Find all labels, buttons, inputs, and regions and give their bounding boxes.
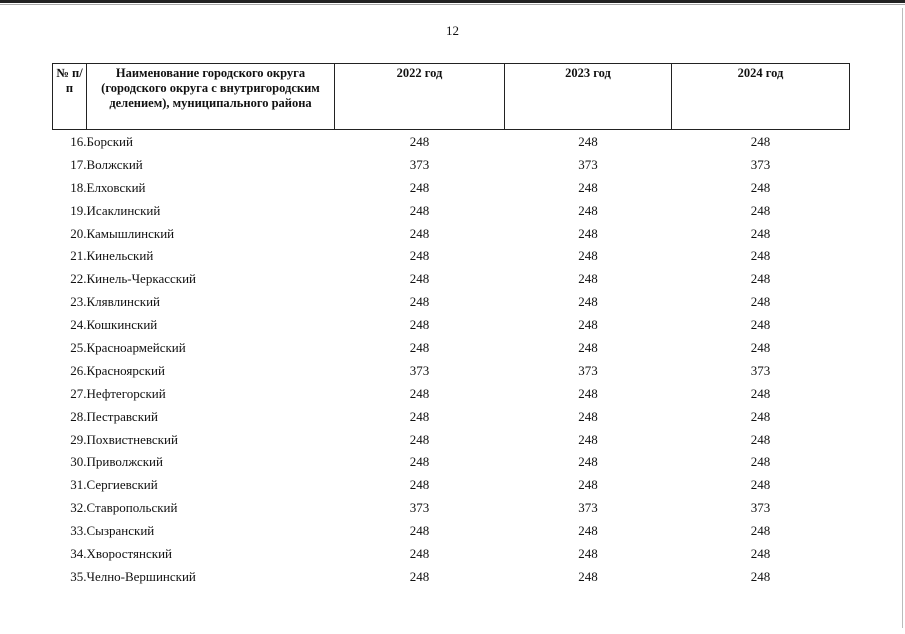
header-2024: 2024 год	[672, 64, 850, 130]
scan-edge-top-shadow	[0, 4, 905, 5]
value-2022: 248	[409, 385, 430, 401]
value-2022: 248	[409, 523, 430, 539]
value-2023: 248	[578, 133, 598, 149]
value-2023: 248	[578, 248, 598, 264]
value-2023: 248	[578, 385, 598, 401]
value-2022: 373	[409, 156, 430, 172]
value-2024: 248	[750, 454, 771, 470]
row-name: Сызранский	[86, 523, 155, 539]
header-num: № п/п	[53, 64, 87, 130]
value-2024: 248	[750, 408, 771, 424]
table-row	[53, 405, 850, 428]
table-row	[53, 130, 850, 153]
value-2022: 248	[409, 225, 430, 241]
row-name: Похвистневский	[86, 431, 178, 447]
value-2024: 373	[750, 362, 771, 378]
table-row	[53, 565, 850, 588]
row-name: Хворостянский	[86, 545, 172, 561]
row-name: Кошкинский	[86, 317, 158, 333]
table-row	[53, 428, 850, 451]
row-number: 20.	[70, 225, 87, 241]
row-number: 26.	[70, 362, 87, 378]
scan-edge-right	[902, 8, 903, 628]
value-2023: 373	[578, 500, 598, 516]
row-number: 18.	[70, 179, 87, 195]
value-2024: 248	[750, 568, 771, 584]
value-2023: 248	[578, 179, 598, 195]
row-number: 34.	[70, 545, 87, 561]
row-number: 32.	[70, 500, 87, 516]
value-2022: 248	[409, 454, 430, 470]
value-2023: 373	[578, 156, 598, 172]
table-row	[53, 336, 850, 359]
row-name: Нефтегорский	[86, 385, 166, 401]
value-2024: 248	[750, 385, 771, 401]
table-row	[53, 450, 850, 473]
row-number: 27.	[70, 385, 87, 401]
header-name: Наименование городского округа (городского округа с внутригородским делением), муниципального района	[87, 64, 335, 130]
value-2022: 248	[409, 248, 430, 264]
value-2022: 248	[409, 339, 430, 355]
value-2022: 373	[409, 500, 430, 516]
value-2022: 248	[409, 294, 430, 310]
value-2024: 373	[750, 156, 771, 172]
row-name: Пестравский	[86, 408, 158, 424]
value-2024: 248	[750, 133, 771, 149]
value-2024: 248	[750, 248, 771, 264]
row-name: Челно-Вершинский	[86, 568, 196, 584]
row-name: Сергиевский	[86, 477, 158, 493]
value-2022: 248	[409, 133, 430, 149]
value-2023: 248	[578, 545, 598, 561]
row-name: Волжский	[86, 156, 143, 172]
table-row	[53, 496, 850, 519]
table-row	[53, 473, 850, 496]
table-row	[53, 153, 850, 176]
table-row	[53, 176, 850, 199]
table-body	[53, 130, 850, 588]
value-2024: 248	[750, 523, 771, 539]
value-2022: 248	[409, 568, 430, 584]
table-row	[53, 359, 850, 382]
row-name: Борский	[86, 133, 133, 149]
row-number: 33.	[70, 523, 87, 539]
row-number: 28.	[70, 408, 87, 424]
value-2022: 373	[409, 362, 430, 378]
value-2023: 248	[578, 294, 598, 310]
value-2024: 248	[750, 477, 771, 493]
value-2022: 248	[409, 477, 430, 493]
table-row	[53, 222, 850, 245]
value-2024: 373	[750, 500, 771, 516]
page-number: 12	[446, 23, 459, 38]
value-2022: 248	[409, 545, 430, 561]
value-2024: 248	[750, 431, 771, 447]
header-2022: 2022 год	[335, 64, 505, 130]
row-number: 30.	[70, 454, 87, 470]
value-2022: 248	[409, 408, 430, 424]
row-name: Исаклинский	[86, 202, 161, 218]
value-2024: 248	[750, 271, 771, 287]
table-row	[53, 267, 850, 290]
value-2022: 248	[409, 202, 430, 218]
value-2022: 248	[409, 271, 430, 287]
row-name: Ставропольский	[86, 500, 178, 516]
value-2024: 248	[750, 202, 771, 218]
value-2023: 248	[578, 317, 598, 333]
row-name: Елховский	[86, 179, 146, 195]
value-2024: 248	[750, 339, 771, 355]
table-row	[53, 519, 850, 542]
value-2024: 248	[750, 179, 771, 195]
row-name: Красноармейский	[86, 339, 186, 355]
value-2023: 373	[578, 362, 598, 378]
data-table	[52, 63, 850, 588]
row-number: 22.	[70, 271, 87, 287]
row-number: 24.	[70, 317, 87, 333]
value-2023: 248	[578, 271, 598, 287]
value-2024: 248	[750, 545, 771, 561]
table-row	[53, 313, 850, 336]
row-number: 21.	[70, 248, 87, 264]
value-2022: 248	[409, 431, 430, 447]
row-name: Приволжский	[86, 454, 163, 470]
value-2023: 248	[578, 477, 598, 493]
row-name: Кинель-Черкасский	[86, 271, 196, 287]
value-2023: 248	[578, 568, 598, 584]
table-row	[53, 382, 850, 405]
value-2023: 248	[578, 431, 598, 447]
table-row	[53, 290, 850, 313]
header-2023: 2023 год	[505, 64, 672, 130]
row-number: 35.	[70, 568, 87, 584]
table-row	[53, 542, 850, 565]
scan-edge-top	[0, 0, 905, 3]
row-number: 31.	[70, 477, 87, 493]
value-2023: 248	[578, 225, 598, 241]
value-2024: 248	[750, 294, 771, 310]
value-2023: 248	[578, 523, 598, 539]
row-number: 17.	[70, 156, 87, 172]
value-2024: 248	[750, 317, 771, 333]
table-row	[53, 199, 850, 222]
row-number: 23.	[70, 294, 87, 310]
table-header-row	[53, 64, 850, 130]
row-name: Красноярский	[86, 362, 165, 378]
value-2024: 248	[750, 225, 771, 241]
value-2022: 248	[409, 179, 430, 195]
value-2023: 248	[578, 454, 598, 470]
value-2023: 248	[578, 339, 598, 355]
row-name: Клявлинский	[86, 294, 161, 310]
row-name: Камышлинский	[86, 225, 175, 241]
table-row	[53, 244, 850, 267]
value-2022: 248	[409, 317, 430, 333]
value-2023: 248	[578, 202, 598, 218]
row-number: 29.	[70, 431, 87, 447]
value-2023: 248	[578, 408, 598, 424]
row-number: 19.	[70, 202, 87, 218]
row-number: 16.	[70, 133, 87, 149]
row-number: 25.	[70, 339, 87, 355]
row-name: Кинельский	[86, 248, 154, 264]
